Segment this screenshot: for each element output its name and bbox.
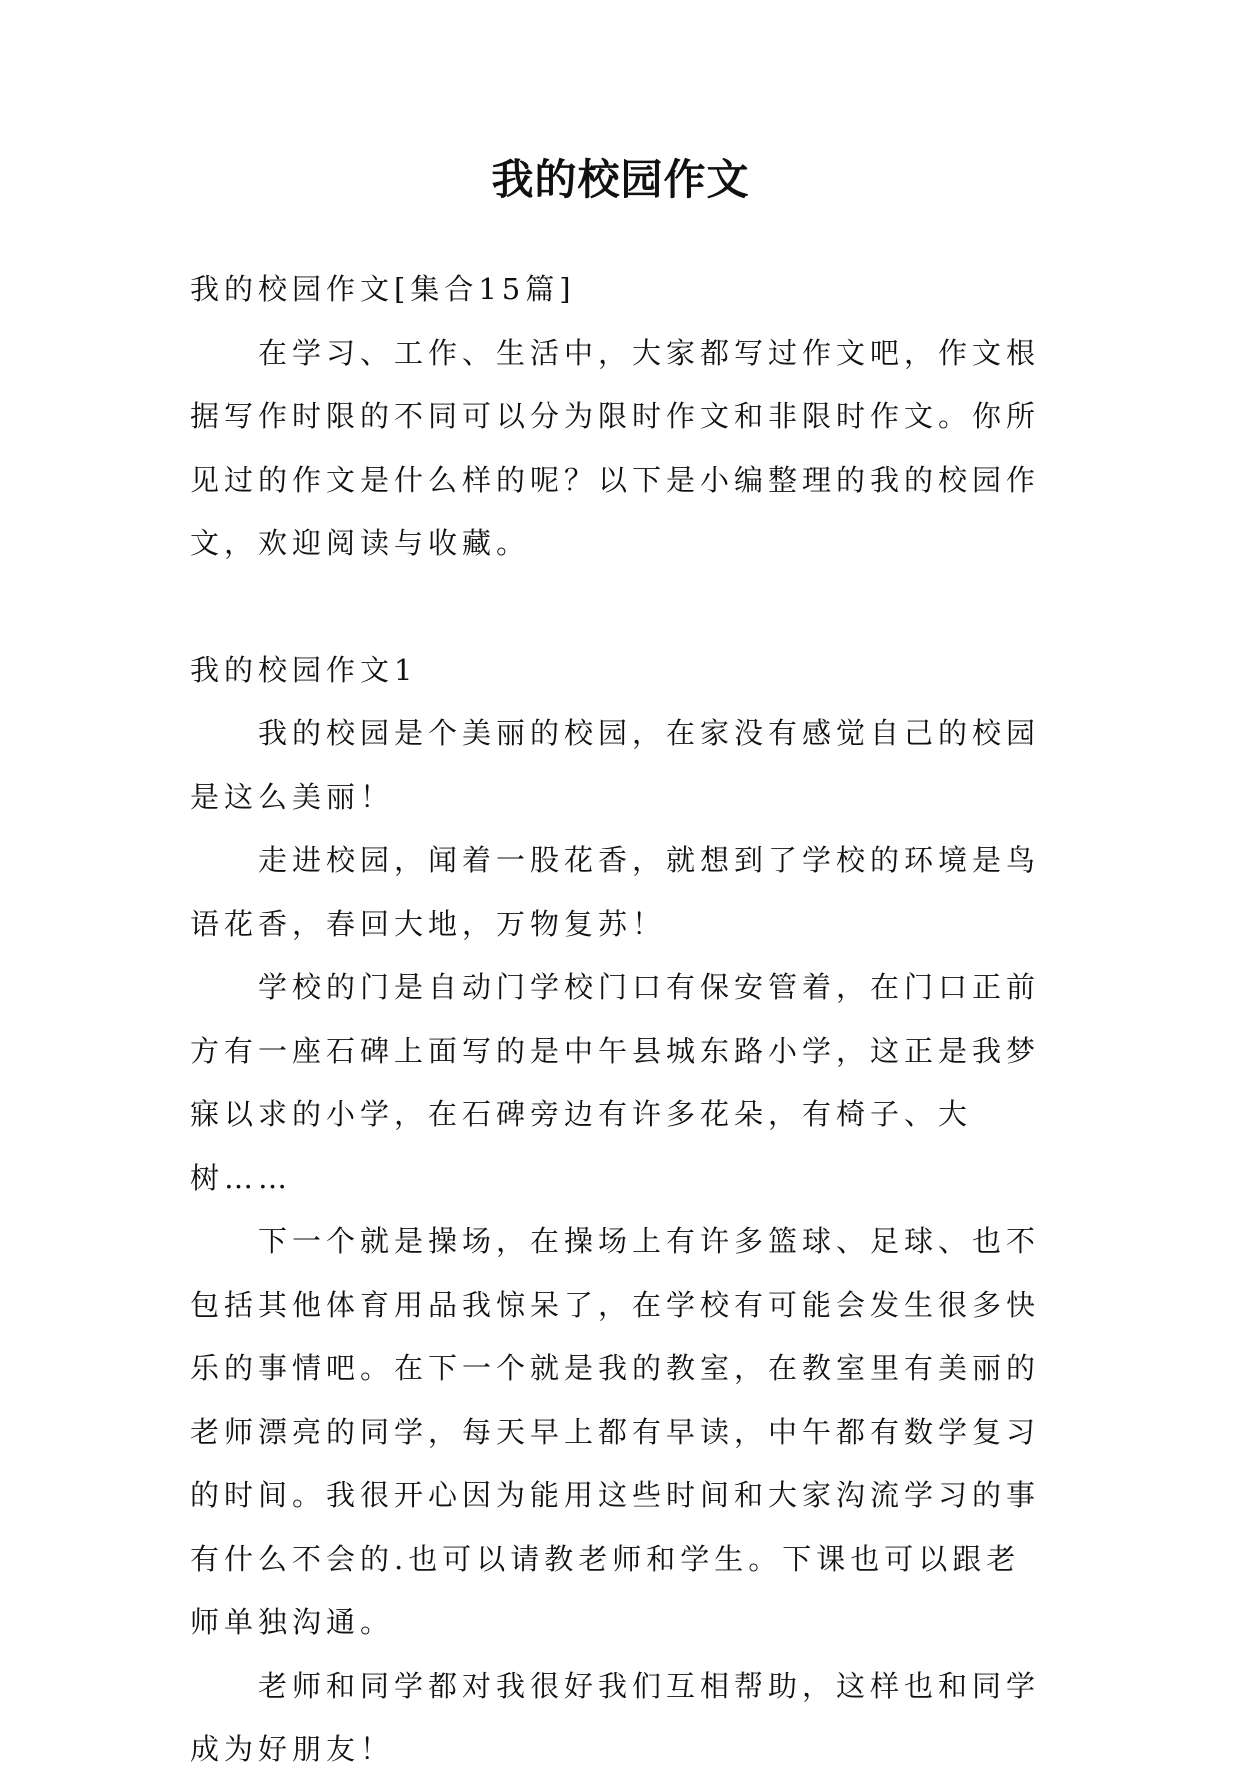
essay-heading: 我的校园作文1: [190, 652, 418, 687]
intro-paragraph: 在学习、工作、生活中，大家都写过作文吧，作文根据写作时限的不同可以分为限时作文和非限时作文。你所见过的作文是什么样的呢？以下是小编整理的我的校园作文，欢迎阅读与收藏。: [190, 335, 1041, 560]
document-body: [190, 258, 1050, 1782]
essay-paragraph: 我的校园是个美丽的校园，在家没有感觉自己的校园是这么美丽！: [190, 716, 1041, 814]
section-spacer: [190, 576, 1050, 639]
essay-paragraph: 走进校园，闻着一股花香，就想到了学校的环境是鸟语花香，春回大地，万物复苏！: [190, 843, 1041, 941]
document-title: 我的校园作文: [491, 155, 750, 204]
collection-heading: 我的校园作文[集合15篇]: [190, 272, 576, 306]
essay-paragraph: 学校的门是自动门学校门口有保安管着，在门口正前方有一座石碑上面写的是中午县城东路小学，这正是我梦寐以求的小学，在石碑旁边有许多花朵，有椅子、大树……: [190, 970, 1041, 1195]
essay-paragraph: 老师和同学都对我很好我们互相帮助，这样也和同学成为好朋友！: [190, 1668, 1041, 1766]
essay-paragraph: 下一个就是操场，在操场上有许多篮球、足球、也不包括其他体育用品我惊呆了，在学校有可能会发生很多快乐的事情吧。在下一个就是我的教室，在教室里有美丽的老师漂亮的同学，每天早上都有早读，中午都有数学复习的时间。我很开心因为能用这些时间和大家沟流学习的事有什么不会的.也可以请教老师和学生。下课也可以跟老师单独沟通。: [190, 1224, 1041, 1639]
